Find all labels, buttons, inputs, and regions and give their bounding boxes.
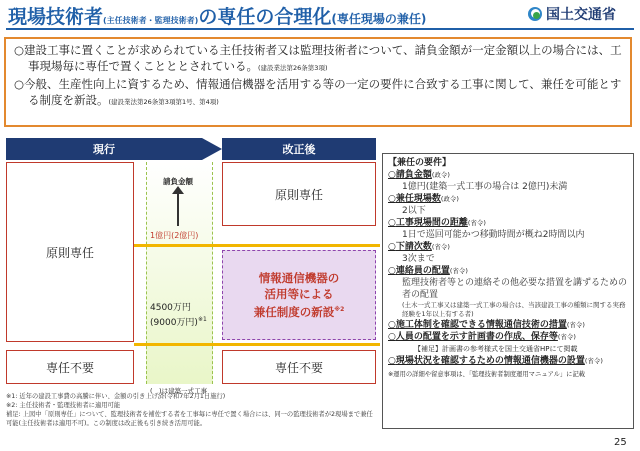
requirements-title: 【兼任の要件】 (388, 158, 452, 168)
amount-band (146, 162, 213, 384)
current-none-label: 専任不要 (45, 360, 94, 375)
threshold-line-high (134, 244, 380, 247)
new-none-label: 専任不要 (274, 360, 323, 375)
logo-text: 国土交通省 (546, 7, 616, 23)
requirement-heading: 下請次数 (395, 242, 432, 252)
requirement-heading: 連絡員の配置 (395, 266, 450, 276)
footnotes (6, 392, 378, 428)
requirement-heading: 請負金額 (395, 170, 432, 180)
new-highlight-line2: 活用等による (264, 287, 334, 302)
requirement-tag: (省令) (584, 357, 603, 365)
requirement-heading: 人員の配置を示す計画書の作成、保存等 (395, 332, 558, 342)
new-highlight-line1: 情報通信機器の (258, 271, 340, 286)
requirement-tag: (省令) (467, 219, 486, 227)
title-subtitle: (専任現場の兼任) (331, 12, 427, 26)
requirement-tag: (省令) (431, 243, 450, 251)
header-divider (6, 28, 634, 30)
footnote-1: ※1: 近年の建設工事費の高騰に伴い、金額の引き上げ済(令和7年2月1日施行) (6, 393, 226, 400)
footnote-supplement: 補足: 上図中「原則専任」について、監理技術者を補佐する者を工事毎に専任で置く場合には、同一の監理技術者が2現場まで兼任可能(主任技術者は適用不可)。この制度は改正後も引き続き活用可能。 (6, 411, 373, 427)
threshold-low-line2: (9000万円) (150, 318, 198, 328)
requirement-item: ○工事現場間の距離(省令) 1日で巡回可能かつ移動時間が概ね2時間以内 (388, 217, 628, 241)
requirement-supplement: 【補足】計画書の参考様式を国土交通省HPにて掲載 (414, 345, 578, 353)
mlit-logo-icon (528, 7, 542, 21)
requirement-detail: 監理技術者等との連絡その他必要な措置を講ずるための者の配置 (402, 278, 628, 300)
intro-bullet-1-text: ○建設工事に置くことが求められている主任技術者又は監理技術者について、請負金額が一定金額以上の場合には、工事現場毎に専任で置くことととされている。 (14, 43, 622, 73)
requirement-detail: 1億円(建築一式工事の場合は 2億円)未満 (402, 182, 568, 192)
requirement-detail: 3次まで (402, 254, 435, 264)
intro-bullet-2-ref: (建設業法第26条第3項第1号、第4項) (108, 98, 219, 106)
page-title (8, 2, 426, 29)
arrow-right-icon (202, 138, 222, 160)
requirement-tag: (政令) (440, 195, 459, 203)
requirement-item: ○下請次数(省令) 3次まで (388, 241, 628, 265)
threshold-low-note: ※1 (197, 316, 207, 323)
current-principal-box (6, 162, 134, 342)
column-header-current: 現行 (6, 138, 202, 160)
page-number: 25 (614, 437, 627, 448)
requirement-item: ○施工体制を確認できる情報通信技術の措置(省令) (388, 320, 585, 330)
intro-box (4, 37, 632, 127)
requirement-tag: (省令) (557, 333, 576, 341)
requirement-detail: 2以下 (402, 206, 426, 216)
requirement-item: ○連絡員の配置(省令) 監理技術者等との連絡その他必要な措置を講ずるための者の配置 (土木一式工事又は建築一式工事の場合は、当該建設工事の種類に関する実務経験を1年以上有する者) (388, 266, 628, 318)
new-principal-box (222, 162, 376, 226)
requirements-note: ※運用の詳細や留意事項は、「監理技術者制度運用マニュアル」に記載 (388, 371, 586, 378)
requirement-tag: (政令) (431, 171, 450, 179)
requirement-tag: (省令) (566, 321, 585, 329)
intro-bullet-2-text: ○今般、生産性向上に資するため、情報通信機器を活用する等の一定の要件に合致する工事に関して、兼任を可能とする制度を新設。 (14, 77, 622, 107)
current-principal-label: 原則専任 (45, 245, 94, 260)
intro-bullet-1-ref: (建設業法第26条第3項) (258, 64, 328, 72)
column-header-new: 改正後 (222, 138, 376, 160)
requirement-heading: 工事現場間の距離 (395, 218, 468, 228)
new-concurrent-box (222, 250, 376, 340)
requirement-item: ○人員の配置を示す計画書の作成、保存等(省令) 【補足】計画書の参考様式を国土交通省HPにて掲載 (388, 331, 628, 355)
threshold-line-low (134, 343, 380, 346)
requirement-heading: 兼任現場数 (395, 194, 441, 204)
requirement-detail-small: (土木一式工事又は建築一式工事の場合は、当該建設工事の種類に関する実務経験を1年以上有する者) (402, 301, 626, 318)
new-none-box (222, 350, 376, 384)
requirement-tag: (省令) (449, 267, 468, 275)
title-part1: 現場技術者 (8, 6, 104, 28)
requirement-heading: 施工体制を確認できる情報通信技術の措置 (395, 320, 567, 330)
current-none-box (6, 350, 134, 384)
requirement-item: ○兼任現場数(政令) 2以下 (388, 193, 628, 217)
amount-label: 請負金額 (163, 177, 193, 186)
amount-arrow-shaft (177, 188, 179, 226)
title-small: (主任技術者・監理技術者) (103, 16, 199, 25)
intro-bullet-1 (14, 42, 622, 76)
requirements-box (382, 153, 634, 429)
intro-bullet-2 (14, 76, 622, 110)
new-principal-label: 原則専任 (274, 187, 323, 202)
threshold-low-label (150, 302, 207, 329)
requirement-heading: 現場状況を確認するための情報通信機器の設置 (395, 356, 585, 366)
footnote-2: ※2: 主任技術者・監理技術者に適用可能 (6, 402, 121, 409)
new-highlight-line3: 兼任制度の新設 (253, 304, 335, 319)
title-part2: の専任の合理化 (198, 6, 332, 28)
requirement-item: ○現場状況を確認するための情報通信機器の設置(省令) (388, 356, 603, 366)
requirement-item: ○請負金額(政令) 1億円(建築一式工事の場合は 2億円)未満 (388, 169, 628, 193)
new-highlight-note: ※2 (334, 306, 345, 314)
threshold-low-line1: 4500万円 (150, 303, 191, 313)
mlit-logo (528, 3, 616, 25)
bracket-note: ( )は建築一式工事 (150, 387, 208, 395)
threshold-high-label: 1億円(2億円) (150, 231, 199, 240)
requirement-detail: 1日で巡回可能かつ移動時間が概ね2時間以内 (402, 230, 585, 240)
